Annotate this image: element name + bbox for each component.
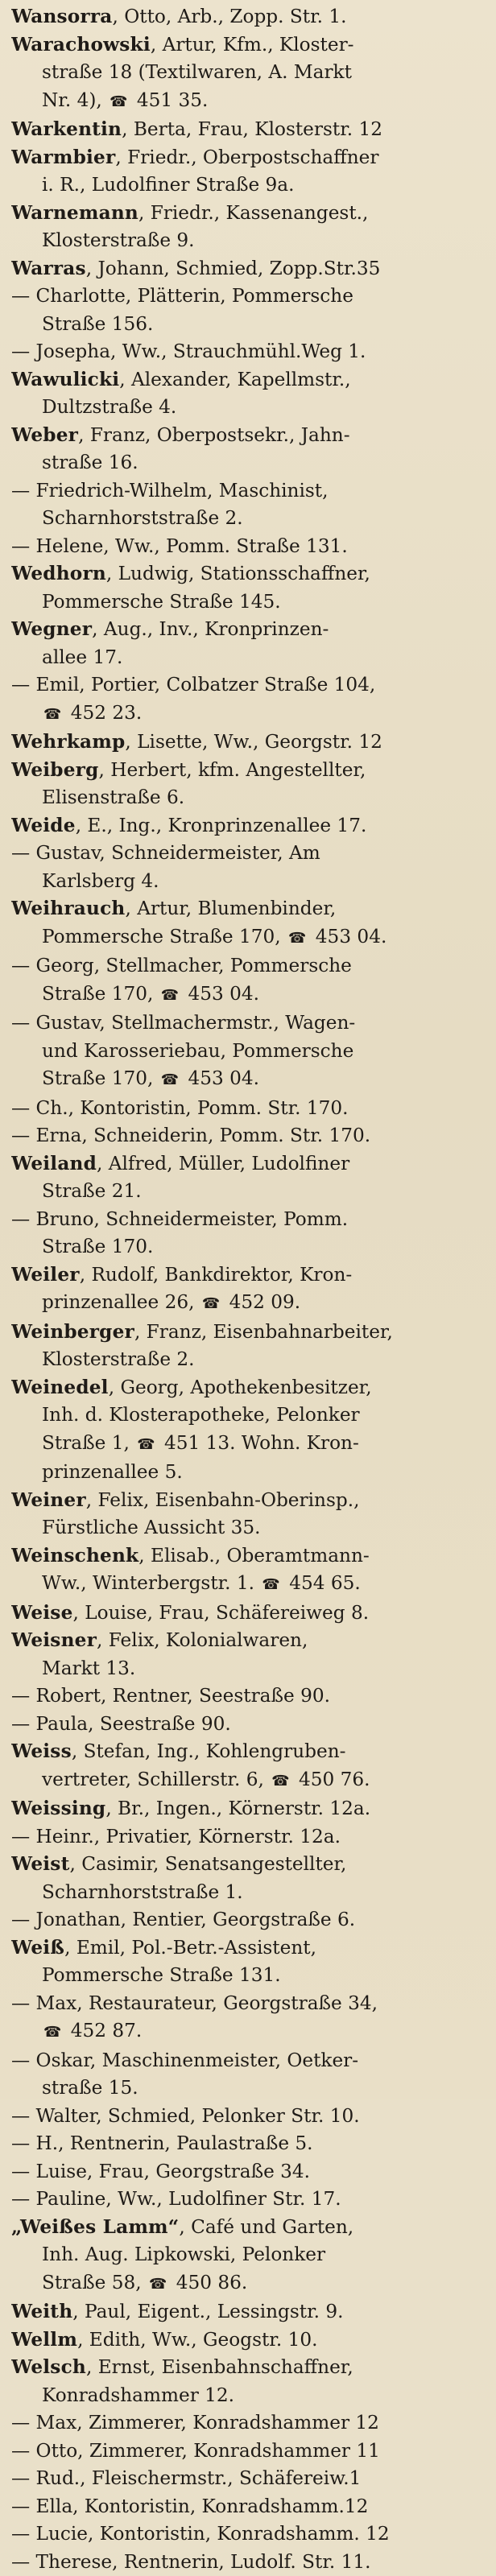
entry-continuation-line: Klosterstraße 9. [11, 227, 488, 255]
entry-surname: Warras [11, 258, 86, 279]
entry-first-line: Weide, E., Ing., Kronprinzenallee 17. [11, 812, 488, 840]
directory-entry [11, 1823, 488, 1852]
entry-surname: Wawulicki [11, 369, 119, 390]
entry-continuation-line: ☎ 452 23. [11, 700, 488, 729]
entry-first-line: — Max, Zimmerer, Konradshammer 12 [11, 2409, 488, 2438]
directory-entry [11, 1600, 488, 1628]
directory-entry [11, 422, 488, 477]
telephone-icon: ☎ [288, 925, 306, 953]
entry-first-line: — Heinr., Privatier, Körnerstr. 12a. [11, 1823, 488, 1852]
entry-first-line: — Rud., Fleischermstr., Schäfereiw.1 [11, 2465, 488, 2493]
entry-first-line: — Max, Restaurateur, Georgstraße 34, [11, 1990, 488, 2018]
directory-entry [11, 2465, 488, 2493]
entry-surname: Wedhorn [11, 563, 106, 584]
directory-entry [11, 1009, 488, 1095]
entry-first-line: — Georg, Stellmacher, Pommersche [11, 952, 488, 980]
directory-entry [11, 1682, 488, 1711]
telephone-icon: ☎ [43, 701, 61, 729]
entry-continuation-line: Nr. 4), ☎ 451 35. [11, 87, 488, 117]
entry-surname: Warkentin [11, 118, 122, 140]
entry-first-line: „Weißes Lamm“, Café und Garten, [11, 2214, 488, 2242]
entry-continuation-line: prinzenallee 5. [11, 1459, 488, 1487]
directory-entry [11, 2158, 488, 2186]
directory-entry [11, 1851, 488, 1906]
directory-entry [11, 1095, 488, 1123]
entry-first-line: Warras, Johann, Schmied, Zopp.Str.35 [11, 255, 488, 283]
entry-first-line: — Charlotte, Plätterin, Pommersche [11, 283, 488, 311]
entry-surname: Weihrauch [11, 898, 125, 919]
entry-continuation-line: Straße 170, ☎ 453 04. [11, 1065, 488, 1095]
entry-first-line: — Emil, Portier, Colbatzer Straße 104, [11, 671, 488, 700]
entry-first-line: Weiß, Emil, Pol.-Betr.-Assistent, [11, 1934, 488, 1963]
directory-entry [11, 200, 488, 255]
entry-first-line: — Ella, Kontoristin, Konradshamm.12 [11, 2493, 488, 2521]
directory-entry [11, 2130, 488, 2158]
entry-continuation-line: straße 18 (Textilwaren, A. Markt [11, 59, 488, 87]
directory-entry [11, 952, 488, 1009]
directory-entry [11, 2326, 488, 2355]
directory-entry [11, 2493, 488, 2521]
entry-first-line: Weihrauch, Artur, Blumenbinder, [11, 895, 488, 923]
entry-continuation-line: Klosterstraße 2. [11, 1346, 488, 1374]
entry-first-line: Weiler, Rudolf, Bankdirektor, Kron- [11, 1261, 488, 1290]
entry-first-line: Wegner, Aug., Inv., Kronprinzen- [11, 616, 488, 644]
directory-entry [11, 116, 488, 144]
telephone-icon: ☎ [43, 2019, 61, 2047]
entry-continuation-line: Straße 170. [11, 1233, 488, 1261]
directory-entry [11, 895, 488, 952]
entry-surname: „Weißes Lamm“ [11, 2216, 179, 2238]
entry-first-line: — Robert, Rentner, Seestraße 90. [11, 1682, 488, 1711]
directory-entry [11, 1795, 488, 1823]
entry-first-line: Wedhorn, Ludwig, Stationsschaffner, [11, 560, 488, 588]
entry-first-line: — Lucie, Kontoristin, Konradshamm. 12 [11, 2520, 488, 2549]
entry-first-line: — Ch., Kontoristin, Pomm. Str. 170. [11, 1095, 488, 1123]
directory-entry [11, 616, 488, 671]
telephone-icon: ☎ [110, 89, 127, 117]
entry-first-line: Weber, Franz, Oberpostsekr., Jahn- [11, 422, 488, 450]
telephone-icon: ☎ [161, 1067, 179, 1095]
directory-entry [11, 283, 488, 338]
entry-surname: Weise [11, 1602, 73, 1624]
entry-surname: Wansorra [11, 6, 113, 27]
directory-entry [11, 2298, 488, 2326]
entry-surname: Weiler [11, 1264, 80, 1286]
entry-continuation-line: Ww., Winterbergstr. 1. ☎ 454 65. [11, 1570, 488, 1600]
entry-continuation-line: Konradshammer 12. [11, 2382, 488, 2410]
entry-first-line: Weissing, Br., Ingen., Körnerstr. 12a. [11, 1795, 488, 1823]
telephone-icon: ☎ [161, 982, 179, 1010]
entry-first-line: — Otto, Zimmerer, Konradshammer 11 [11, 2438, 488, 2466]
entry-first-line: — Erna, Schneiderin, Pomm. Str. 170. [11, 1122, 488, 1150]
entry-first-line: — Gustav, Schneidermeister, Am [11, 840, 488, 868]
entry-surname: Weiberg [11, 759, 99, 781]
directory-entry [11, 1990, 488, 2047]
directory-entry [11, 1319, 488, 1374]
entry-continuation-line: Inh. d. Klosterapotheke, Pelonker [11, 1402, 488, 1430]
entry-surname: Weinberger [11, 1321, 134, 1343]
entry-first-line: — Pauline, Ww., Ludolfiner Str. 17. [11, 2186, 488, 2214]
telephone-icon: ☎ [271, 1768, 289, 1796]
entry-first-line: — Oskar, Maschinenmeister, Oetker- [11, 2047, 488, 2075]
entry-surname: Wegner [11, 618, 92, 640]
entry-surname: Welsch [11, 2356, 86, 2378]
entry-first-line: Weisner, Felix, Kolonialwaren, [11, 1627, 488, 1655]
directory-entry [11, 1906, 488, 1934]
entry-continuation-line: vertreter, Schillerstr. 6, ☎ 450 76. [11, 1766, 488, 1796]
entry-surname: Weide [11, 815, 76, 836]
telephone-icon: ☎ [137, 1431, 155, 1459]
entry-continuation-line: Straße 1, ☎ 451 13. Wohn. Kron- [11, 1430, 488, 1459]
entry-continuation-line: Pommersche Straße 131. [11, 1962, 488, 1990]
entry-first-line: Weinedel, Georg, Apothekenbesitzer, [11, 1374, 488, 1402]
entry-surname: Weith [11, 2301, 72, 2322]
directory-entry [11, 1487, 488, 1542]
entry-continuation-line: i. R., Ludolfiner Straße 9a. [11, 171, 488, 200]
directory-entry [11, 31, 488, 117]
directory-entry [11, 1150, 488, 1206]
entry-surname: Wehrkamp [11, 731, 125, 753]
entry-continuation-line: Scharnhorststraße 2. [11, 505, 488, 533]
entry-first-line: — H., Rentnerin, Paulastraße 5. [11, 2130, 488, 2158]
directory-entry [11, 2549, 488, 2576]
directory-entry [11, 144, 488, 200]
directory-entry [11, 2520, 488, 2549]
directory-entry [11, 3, 488, 31]
entry-first-line: Weise, Louise, Frau, Schäfereiweg 8. [11, 1600, 488, 1628]
entry-continuation-line: und Karosseriebau, Pommersche [11, 1038, 488, 1066]
entry-continuation-line: allee 17. [11, 644, 488, 672]
directory-entry [11, 2186, 488, 2214]
entry-first-line: — Bruno, Schneidermeister, Pomm. [11, 1206, 488, 1234]
entry-continuation-line: Straße 156. [11, 311, 488, 339]
entry-surname: Warnemann [11, 202, 138, 224]
directory-entry [11, 366, 488, 422]
directory-entry [11, 1738, 488, 1795]
entry-first-line: — Luise, Frau, Georgstraße 34. [11, 2158, 488, 2186]
entry-surname: Weber [11, 424, 78, 446]
telephone-icon: ☎ [262, 1571, 279, 1600]
entry-first-line: Weiner, Felix, Eisenbahn-Oberinsp., [11, 1487, 488, 1515]
entry-first-line: Warachowski, Artur, Kfm., Kloster- [11, 31, 488, 60]
entry-surname: Weiss [11, 1740, 72, 1762]
entry-first-line: Welsch, Ernst, Eisenbahnschaffner, [11, 2354, 488, 2382]
directory-entry [11, 1711, 488, 1739]
directory-entry [11, 757, 488, 812]
telephone-icon: ☎ [202, 1290, 220, 1319]
entry-first-line: — Friedrich-Wilhelm, Maschinist, [11, 477, 488, 506]
entry-continuation-line: straße 16. [11, 449, 488, 477]
entry-continuation-line: Dultzstraße 4. [11, 394, 488, 422]
directory-entry [11, 1374, 488, 1487]
directory-entry [11, 2047, 488, 2103]
directory-entry [11, 671, 488, 729]
entry-continuation-line: Straße 21. [11, 1178, 488, 1206]
entry-first-line: Weiberg, Herbert, kfm. Angestellter, [11, 757, 488, 785]
entry-first-line: Weith, Paul, Eigent., Lessingstr. 9. [11, 2298, 488, 2326]
directory-entry [11, 1261, 488, 1319]
entry-first-line: Warmbier, Friedr., Oberpostschaffner [11, 144, 488, 172]
entry-continuation-line: Elisenstraße 6. [11, 784, 488, 812]
directory-entry [11, 1122, 488, 1150]
telephone-icon: ☎ [149, 2271, 167, 2299]
entry-surname: Warmbier [11, 147, 115, 168]
entry-first-line: Weist, Casimir, Senatsangestellter, [11, 1851, 488, 1879]
entry-surname: Weiland [11, 1153, 97, 1174]
entry-continuation-line: Fürstliche Aussicht 35. [11, 1514, 488, 1542]
entry-surname: Weissing [11, 1798, 105, 1819]
directory-entry [11, 2103, 488, 2131]
directory-entry [11, 2409, 488, 2438]
directory-entry [11, 477, 488, 533]
entry-surname: Weiner [11, 1489, 86, 1511]
directory-entry [11, 533, 488, 561]
entry-first-line: — Josepha, Ww., Strauchmühl.Weg 1. [11, 338, 488, 366]
directory-entry [11, 2354, 488, 2409]
entry-first-line: Wehrkamp, Lisette, Ww., Georgstr. 12 [11, 729, 488, 757]
entry-continuation-line: Pommersche Straße 170, ☎ 453 04. [11, 923, 488, 953]
entry-first-line: Warkentin, Berta, Frau, Klosterstr. 12 [11, 116, 488, 144]
entry-first-line: Wansorra, Otto, Arb., Zopp. Str. 1. [11, 3, 488, 31]
entry-first-line: — Walter, Schmied, Pelonker Str. 10. [11, 2103, 488, 2131]
entry-first-line: — Gustav, Stellmachermstr., Wagen- [11, 1009, 488, 1038]
entry-first-line: Weinberger, Franz, Eisenbahnarbeiter, [11, 1319, 488, 1347]
entry-surname: Wellm [11, 2329, 77, 2351]
entry-continuation-line: Straße 58, ☎ 450 86. [11, 2269, 488, 2299]
entry-surname: Weinschenk [11, 1545, 138, 1567]
entry-continuation-line: Markt 13. [11, 1655, 488, 1683]
entry-surname: Weist [11, 1853, 69, 1875]
entry-first-line: — Therese, Rentnerin, Ludolf. Str. 11. [11, 2549, 488, 2576]
entry-continuation-line: prinzenallee 26, ☎ 452 09. [11, 1289, 488, 1319]
entry-continuation-line: Karlsberg 4. [11, 868, 488, 896]
entry-first-line: Weiland, Alfred, Müller, Ludolfiner [11, 1150, 488, 1179]
entry-surname: Weisner [11, 1629, 97, 1651]
entry-continuation-line: Inh. Aug. Lipkowski, Pelonker [11, 2241, 488, 2269]
entry-surname: Weiß [11, 1937, 64, 1959]
entry-first-line: — Paula, Seestraße 90. [11, 1711, 488, 1739]
directory-entry [11, 560, 488, 616]
entry-continuation-line: Scharnhorststraße 1. [11, 1879, 488, 1907]
entry-first-line: Warnemann, Friedr., Kassenangest., [11, 200, 488, 228]
entry-first-line: Wellm, Edith, Ww., Geogstr. 10. [11, 2326, 488, 2355]
directory-entry [11, 1627, 488, 1682]
entry-continuation-line: Straße 170, ☎ 453 04. [11, 980, 488, 1010]
directory-entry [11, 338, 488, 366]
entry-surname: Weinedel [11, 1377, 109, 1398]
directory-entry [11, 1934, 488, 1990]
entry-continuation-line: Pommersche Straße 145. [11, 588, 488, 617]
entry-first-line: Weinschenk, Elisab., Oberamtmann- [11, 1542, 488, 1571]
directory-entry [11, 840, 488, 895]
entry-first-line: Wawulicki, Alexander, Kapellmstr., [11, 366, 488, 394]
entry-continuation-line: ☎ 452 87. [11, 2017, 488, 2047]
entry-first-line: — Helene, Ww., Pomm. Straße 131. [11, 533, 488, 561]
directory-entry [11, 812, 488, 840]
directory-entry [11, 729, 488, 757]
directory-entry [11, 2214, 488, 2299]
directory-entry [11, 1542, 488, 1600]
entry-first-line: — Jonathan, Rentier, Georgstraße 6. [11, 1906, 488, 1934]
directory-entry [11, 255, 488, 283]
directory-entry [11, 2438, 488, 2466]
entry-surname: Warachowski [11, 34, 151, 56]
directory-entry [11, 1206, 488, 1261]
entry-first-line: Weiss, Stefan, Ing., Kohlengruben- [11, 1738, 488, 1766]
entry-continuation-line: straße 15. [11, 2074, 488, 2103]
